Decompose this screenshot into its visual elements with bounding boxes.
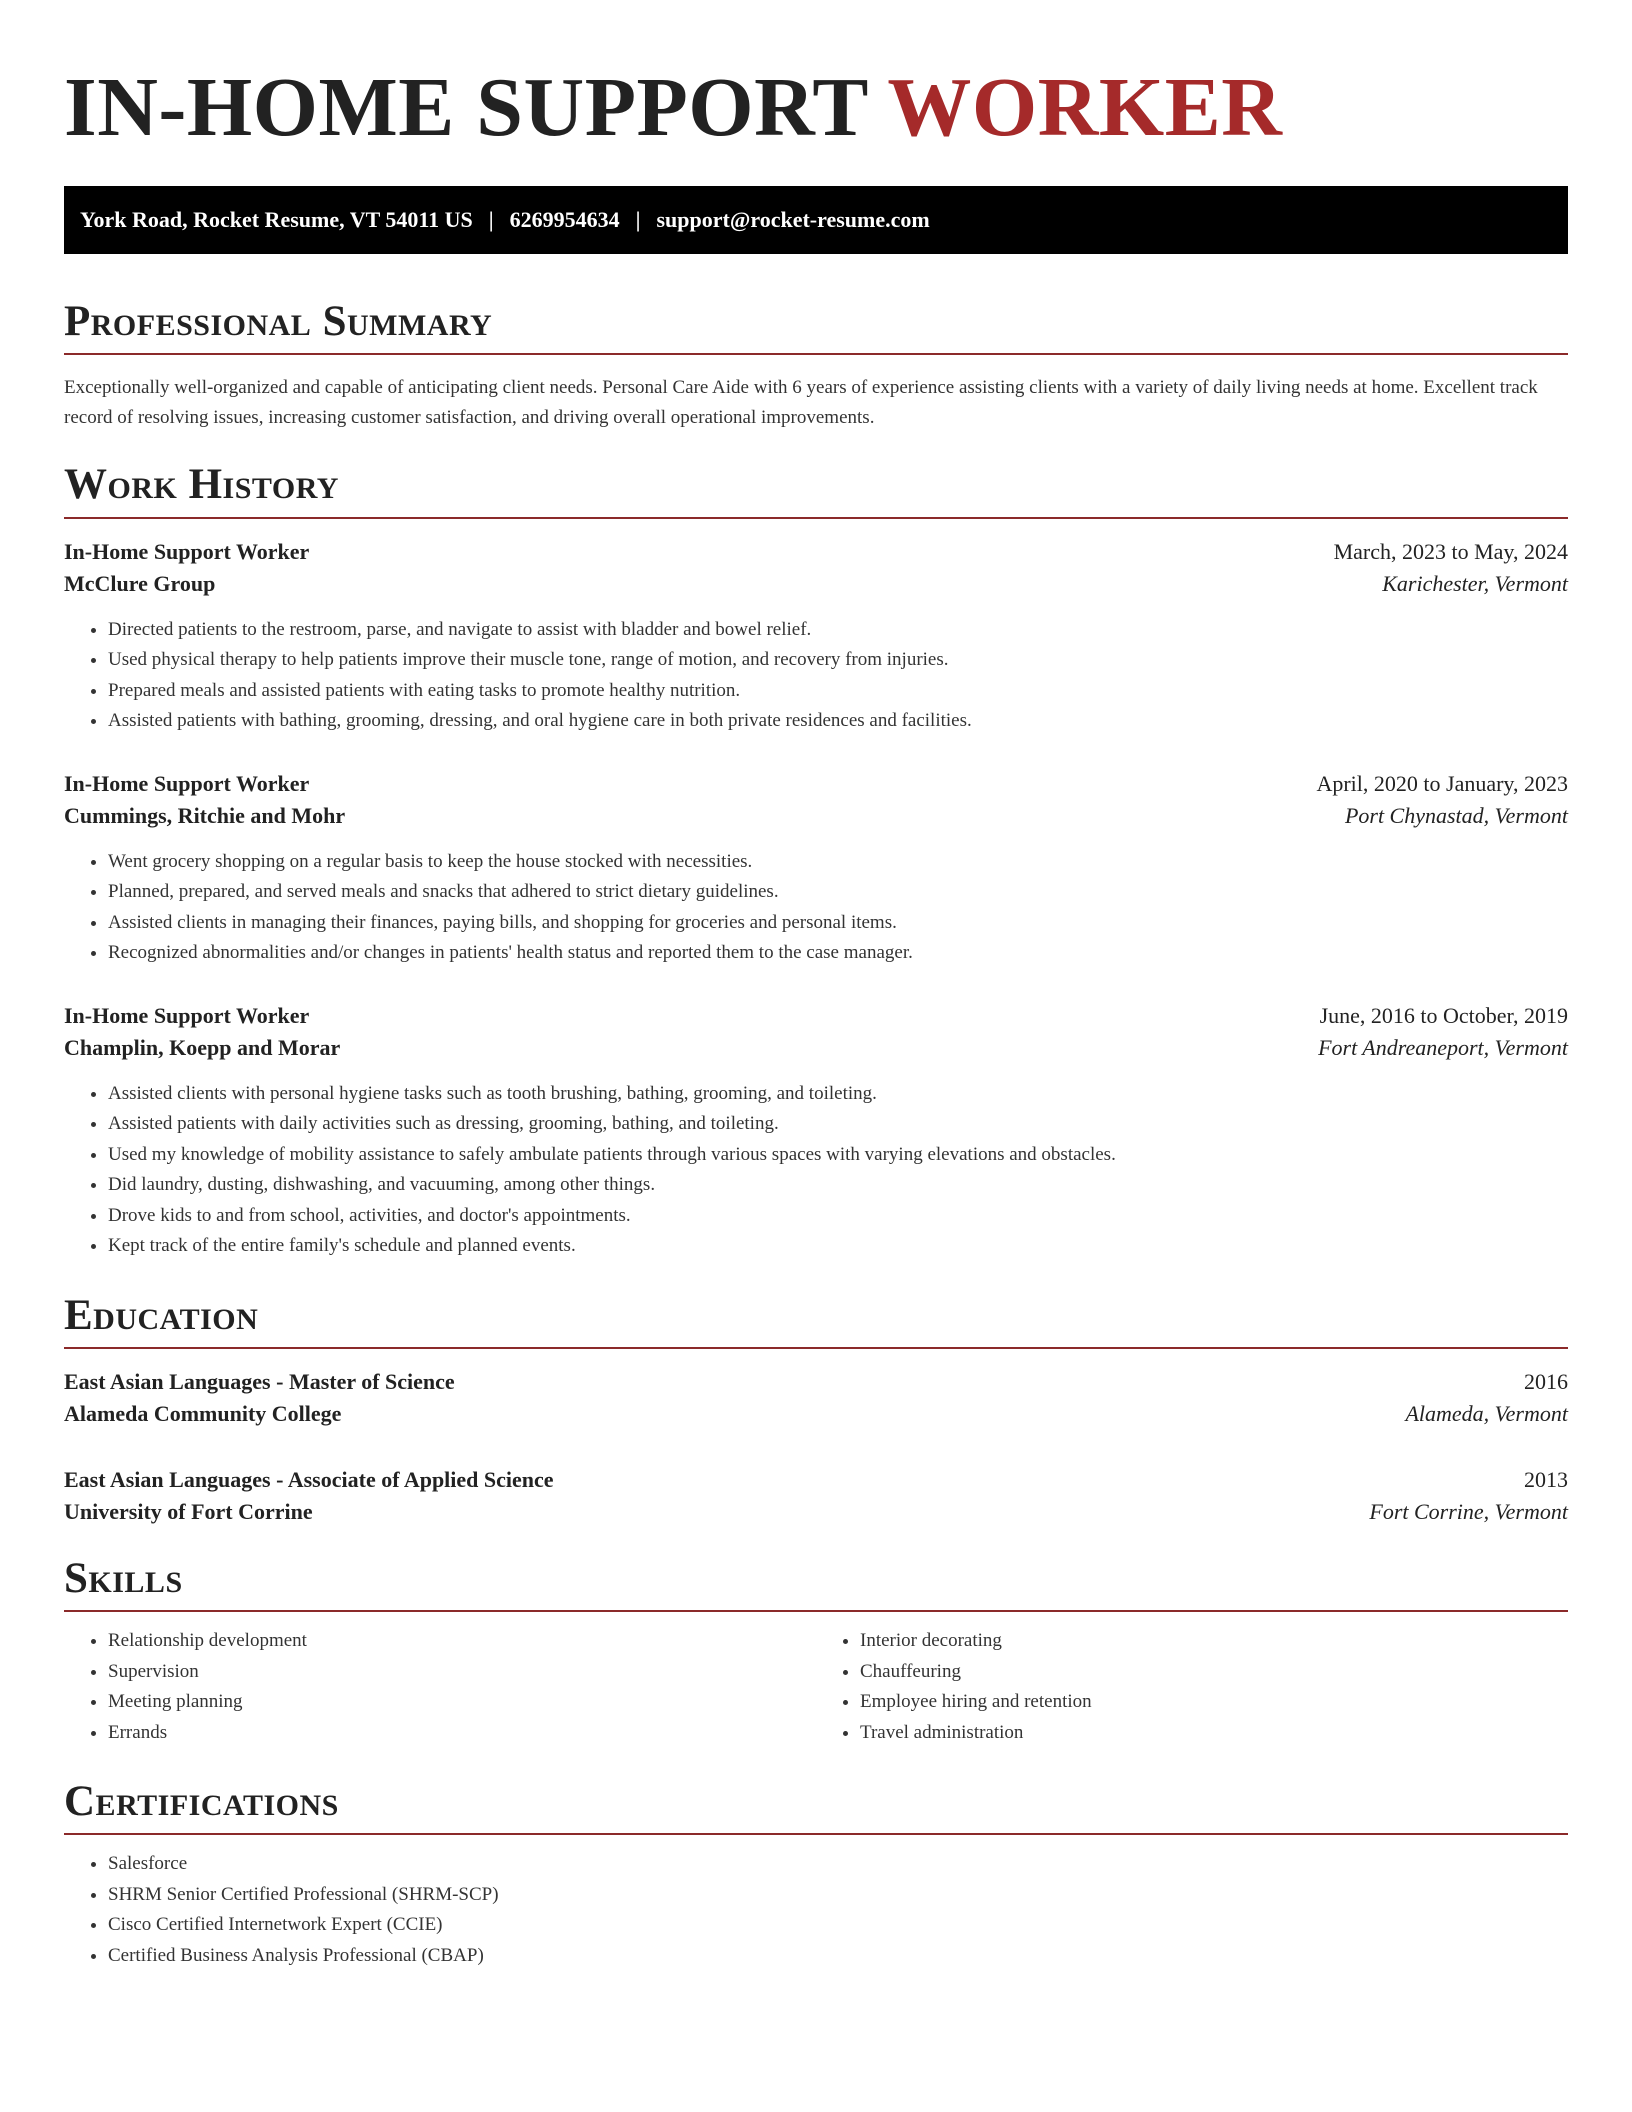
- skill-item: • Travel administration: [860, 1718, 1568, 1749]
- education-school: University of Fort Corrine: [64, 1498, 313, 1524]
- certification-item: • Certified Business Analysis Professional (CBAP): [108, 1941, 1568, 1972]
- job-company: Cummings, Ritchie and Mohr: [64, 802, 346, 828]
- skill-item: • Errands: [108, 1718, 816, 1749]
- education-school-row: [64, 1499, 1568, 1525]
- job-dates: June, 2016 to October, 2019: [1319, 1002, 1568, 1028]
- skills-column-right: [816, 1626, 1568, 1748]
- skill-item: • Relationship development: [108, 1626, 816, 1657]
- education-section: [64, 1292, 1568, 1525]
- section-title-skills: Skills: [64, 1555, 1568, 1612]
- job-bullet: • Planned, prepared, and served meals and snacks that adhered to strict dietary guidelines.: [108, 877, 1568, 908]
- job-bullet: • Went grocery shopping on a regular basis to keep the house stocked with necessities.: [108, 847, 1568, 878]
- education-school-row: [64, 1401, 1568, 1427]
- section-title-summary: Professional Summary: [64, 298, 1568, 355]
- certification-item: • SHRM Senior Certified Professional (SHRM-SCP): [108, 1880, 1568, 1911]
- job-bullet: • Used my knowledge of mobility assistance to safely ambulate patients through various spaces with varying elevations and obstacles.: [108, 1140, 1568, 1171]
- resume-name: [64, 61, 1568, 154]
- job-header-row: [64, 771, 1568, 797]
- skill-item: • Supervision: [108, 1657, 816, 1688]
- work-history-section: [64, 461, 1568, 1261]
- education-header-row: [64, 1467, 1568, 1493]
- job-bullets: [64, 847, 1568, 969]
- education-year: 2013: [1524, 1466, 1568, 1492]
- education-location: Alameda, Vermont: [1405, 1400, 1568, 1426]
- name-accent: WORKER: [887, 61, 1283, 154]
- job-bullet: • Assisted clients in managing their finances, paying bills, and shopping for groceries and personal items.: [108, 908, 1568, 939]
- skill-item: • Employee hiring and retention: [860, 1687, 1568, 1718]
- job-title: In-Home Support Worker: [64, 1002, 310, 1028]
- summary-section: [64, 298, 1568, 433]
- skill-item: • Meeting planning: [108, 1687, 816, 1718]
- job-company-row: [64, 803, 1568, 829]
- job-entry: [64, 539, 1568, 737]
- job-bullet: • Assisted patients with daily activities such as dressing, grooming, bathing, and toileting.: [108, 1109, 1568, 1140]
- job-company-row: [64, 1035, 1568, 1061]
- job-bullet: • Recognized abnormalities and/or changes in patients' health status and reported them to the case manager.: [108, 938, 1568, 969]
- job-entry: [64, 771, 1568, 969]
- skills-column-left: [64, 1626, 816, 1748]
- contact-phone: 6269954634: [509, 207, 620, 232]
- job-entry: [64, 1003, 1568, 1262]
- education-year: 2016: [1524, 1368, 1568, 1394]
- name-main: IN-HOME SUPPORT: [64, 61, 868, 154]
- education-list: [64, 1369, 1568, 1525]
- skill-item: • Chauffeuring: [860, 1657, 1568, 1688]
- job-title: In-Home Support Worker: [64, 770, 310, 796]
- certifications-list: [64, 1849, 1568, 1971]
- job-bullet: • Drove kids to and from school, activities, and doctor's appointments.: [108, 1201, 1568, 1232]
- skills-section: [64, 1555, 1568, 1748]
- job-bullets: [64, 1079, 1568, 1262]
- skills-grid: [64, 1626, 1568, 1748]
- contact-separator: |: [488, 207, 494, 232]
- job-bullet: • Kept track of the entire family's schedule and planned events.: [108, 1231, 1568, 1262]
- job-dates: April, 2020 to January, 2023: [1316, 770, 1568, 796]
- summary-text: Exceptionally well-organized and capable of anticipating client needs. Personal Care Aide with 6 years of experience assisting clients with a variety of daily living needs at home. Excellent track record of resolving issues, increasing customer satisfaction, and driving overall operational improvements.: [64, 377, 1538, 429]
- job-header-row: [64, 1003, 1568, 1029]
- job-bullet: • Did laundry, dusting, dishwashing, and vacuuming, among other things.: [108, 1170, 1568, 1201]
- job-location: Port Chynastad, Vermont: [1344, 802, 1568, 828]
- contact-email[interactable]: support@rocket-resume.com: [656, 207, 930, 232]
- certification-item: • Salesforce: [108, 1849, 1568, 1880]
- job-bullet: • Assisted patients with bathing, grooming, dressing, and oral hygiene care in both private residences and facilities.: [108, 706, 1568, 737]
- education-entry: [64, 1369, 1568, 1427]
- section-title-education: Education: [64, 1292, 1568, 1349]
- education-degree: East Asian Languages - Master of Science: [64, 1368, 455, 1394]
- education-header-row: [64, 1369, 1568, 1395]
- job-company-row: [64, 571, 1568, 597]
- job-list: [64, 539, 1568, 1262]
- job-location: Karichester, Vermont: [1382, 570, 1568, 596]
- section-title-work-history: Work History: [64, 461, 1568, 518]
- job-location: Fort Andreaneport, Vermont: [1318, 1034, 1568, 1060]
- job-company: Champlin, Koepp and Morar: [64, 1034, 341, 1060]
- contact-bar: [64, 186, 1568, 254]
- job-dates: March, 2023 to May, 2024: [1333, 538, 1568, 564]
- job-bullet: • Directed patients to the restroom, parse, and navigate to assist with bladder and bowel relief.: [108, 615, 1568, 646]
- contact-separator: |: [635, 207, 641, 232]
- job-bullet: • Prepared meals and assisted patients with eating tasks to promote healthy nutrition.: [108, 676, 1568, 707]
- contact-address: York Road, Rocket Resume, VT 54011 US: [80, 207, 473, 232]
- section-title-certifications: Certifications: [64, 1778, 1568, 1835]
- education-entry: [64, 1467, 1568, 1525]
- certification-item: • Cisco Certified Internetwork Expert (CCIE): [108, 1910, 1568, 1941]
- job-bullet: • Assisted clients with personal hygiene tasks such as tooth brushing, bathing, grooming, and toileting.: [108, 1079, 1568, 1110]
- job-title: In-Home Support Worker: [64, 538, 310, 564]
- job-bullets: [64, 615, 1568, 737]
- skill-item: • Interior decorating: [860, 1626, 1568, 1657]
- certifications-section: [64, 1778, 1568, 1971]
- education-school: Alameda Community College: [64, 1400, 342, 1426]
- job-company: McClure Group: [64, 570, 216, 596]
- education-location: Fort Corrine, Vermont: [1369, 1498, 1568, 1524]
- education-degree: East Asian Languages - Associate of Applied Science: [64, 1466, 554, 1492]
- job-bullet: • Used physical therapy to help patients improve their muscle tone, range of motion, and recovery from injuries.: [108, 645, 1568, 676]
- job-header-row: [64, 539, 1568, 565]
